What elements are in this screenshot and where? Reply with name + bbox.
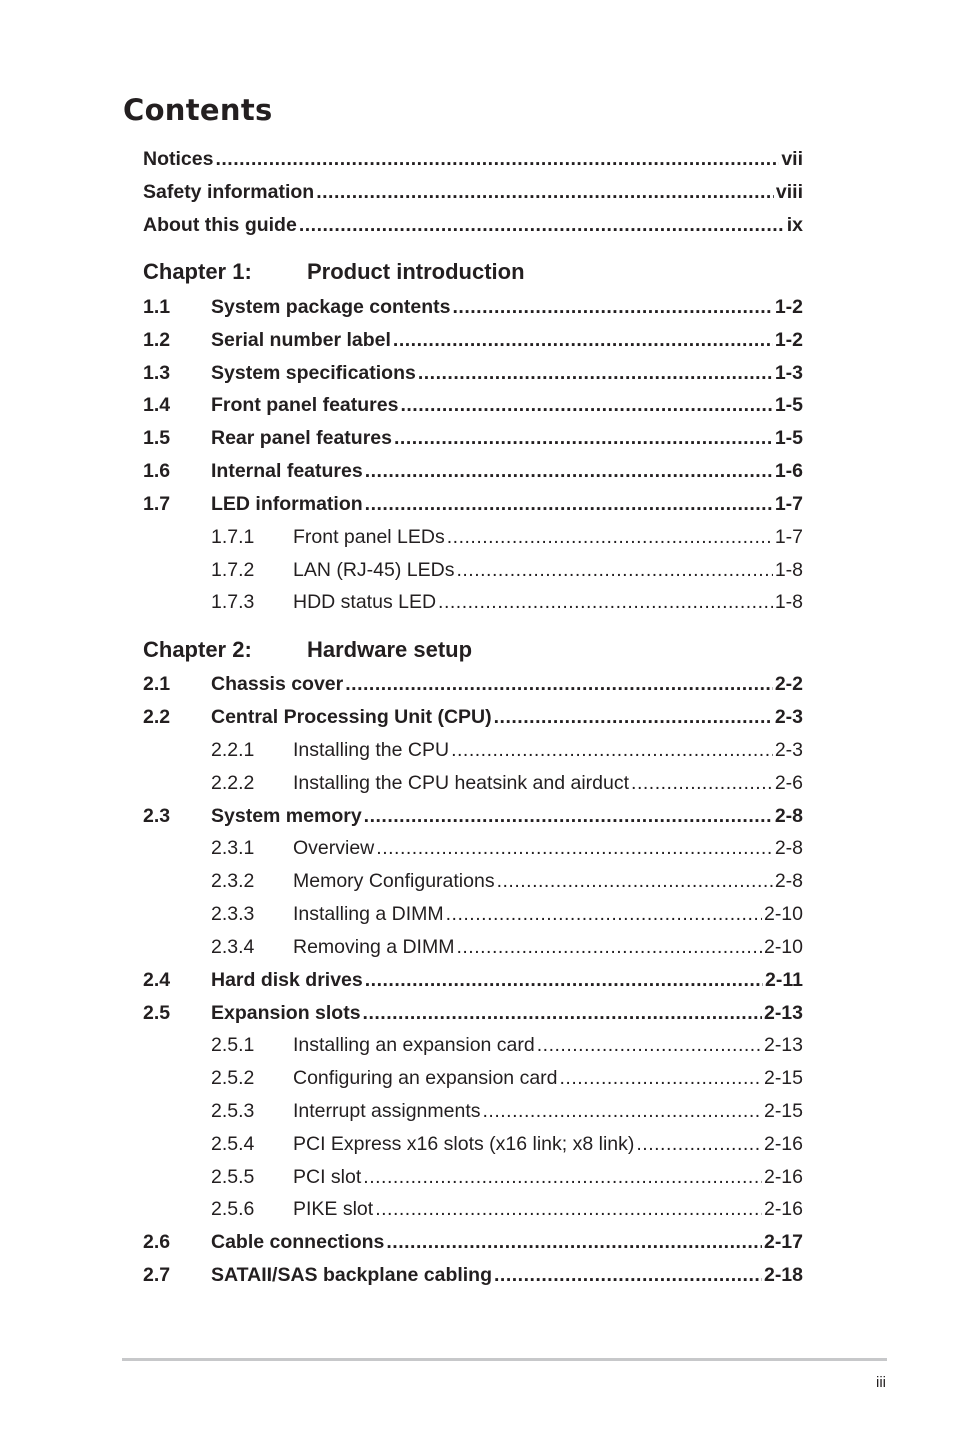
- toc-entry[interactable]: [143, 968, 803, 992]
- dot-leader: [365, 459, 773, 483]
- dot-leader: [636, 1132, 762, 1156]
- toc-entry-label: Memory Configurations: [293, 870, 495, 892]
- toc-entry-page: 2-11: [765, 969, 803, 991]
- toc-entry-label: Notices: [143, 148, 214, 170]
- toc-entry-page: viii: [775, 181, 803, 203]
- dot-leader: [451, 738, 773, 762]
- toc-entry-label: Removing a DIMM: [293, 936, 455, 958]
- toc-subentry[interactable]: [211, 525, 803, 549]
- toc-entry-number: 2.5.6: [211, 1198, 255, 1220]
- toc-entry-page: 1-2: [774, 296, 803, 318]
- toc-entry-number: 2.4: [143, 969, 171, 991]
- toc-entry-number: 1.3: [143, 362, 171, 384]
- toc-entry-number: 2.3.1: [211, 837, 255, 859]
- toc-entry-label: Cable connections: [211, 1231, 385, 1253]
- toc-entry-label: System package contents: [211, 296, 451, 318]
- dot-leader: [394, 426, 773, 450]
- toc-entry-label: Installing an expansion card: [293, 1034, 535, 1056]
- toc-entry[interactable]: [143, 393, 803, 417]
- toc-subentry[interactable]: [211, 935, 803, 959]
- toc-entry-number: 2.5.1: [211, 1034, 255, 1056]
- toc-entry-number: 2.2.1: [211, 739, 255, 761]
- toc-entry-number: 2.2.2: [211, 772, 255, 794]
- toc-entry-page: 2-17: [763, 1231, 803, 1253]
- toc-entry[interactable]: [143, 804, 803, 828]
- dot-leader: [447, 525, 773, 549]
- dot-leader: [438, 590, 773, 614]
- toc-entry-page: 2-13: [763, 1002, 803, 1024]
- toc-entry-label: Chassis cover: [211, 673, 344, 695]
- toc-entry-label: Internal features: [211, 460, 363, 482]
- toc-entry-page: 1-2: [774, 329, 803, 351]
- toc-entry-number: 2.5.2: [211, 1067, 255, 1089]
- page-title: Contents: [123, 93, 273, 127]
- dot-leader: [375, 1197, 762, 1221]
- dot-leader: [453, 295, 773, 319]
- toc-entry-page: 1-6: [774, 460, 803, 482]
- toc-entry-label: Installing the CPU heatsink and airduct: [293, 772, 630, 794]
- toc-entry-page: ix: [786, 214, 803, 236]
- dot-leader: [386, 1230, 762, 1254]
- chapter-heading-2[interactable]: [143, 637, 472, 663]
- toc-entry-page: 2-10: [763, 903, 803, 925]
- toc-subentry[interactable]: [211, 738, 803, 762]
- toc-entry-number: 2.3: [143, 805, 171, 827]
- toc-entry-label: System specifications: [211, 362, 416, 384]
- dot-leader: [215, 147, 779, 171]
- dot-leader: [400, 393, 772, 417]
- toc-entry-page: 2-8: [774, 837, 803, 859]
- toc-entry-page: 1-8: [774, 559, 803, 581]
- toc-entry-page: 2-8: [774, 805, 803, 827]
- toc-entry-label: About this guide: [143, 214, 297, 236]
- toc-entry-page: 2-6: [774, 772, 803, 794]
- dot-leader: [560, 1066, 762, 1090]
- toc-entry-label: System memory: [211, 805, 362, 827]
- toc-subentry[interactable]: [211, 1099, 803, 1123]
- toc-entry-number: 1.7.3: [211, 591, 255, 613]
- toc-entry[interactable]: [143, 1001, 803, 1025]
- toc-entry-label: Interrupt assignments: [293, 1100, 481, 1122]
- toc-entry-label: Hard disk drives: [211, 969, 363, 991]
- dot-leader: [497, 869, 773, 893]
- dot-leader: [446, 902, 762, 926]
- toc-entry-label: HDD status LED: [293, 591, 437, 613]
- chapter-label: Chapter 1:: [143, 259, 252, 284]
- toc-entry-number: 2.3.4: [211, 936, 255, 958]
- dot-leader: [364, 804, 773, 828]
- toc-subentry[interactable]: [211, 869, 803, 893]
- toc-entry-label: Overview: [293, 837, 375, 859]
- toc-entry[interactable]: [143, 361, 803, 385]
- toc-entry-page: 2-18: [763, 1264, 803, 1286]
- toc-entry-number: 1.2: [143, 329, 171, 351]
- toc-entry-page: 2-13: [763, 1034, 803, 1056]
- toc-entry-page: 2-10: [763, 936, 803, 958]
- toc-entry[interactable]: [143, 426, 803, 450]
- dot-leader: [316, 180, 774, 204]
- toc-entry-label: Rear panel features: [211, 427, 392, 449]
- toc-entry[interactable]: [143, 328, 803, 352]
- toc-subentry[interactable]: [211, 1066, 803, 1090]
- toc-entry-number: 1.7: [143, 493, 171, 515]
- toc-entry[interactable]: [143, 1263, 803, 1287]
- toc-entry-page: 2-2: [774, 673, 803, 695]
- chapter-title: Hardware setup: [307, 637, 473, 662]
- chapter-title: Product introduction: [307, 259, 525, 284]
- dot-leader: [418, 361, 773, 385]
- toc-entry-page: vii: [781, 148, 803, 170]
- dot-leader: [456, 935, 762, 959]
- toc-entry-page: 1-7: [774, 526, 803, 548]
- toc-entry-about-this-guide[interactable]: [143, 213, 803, 237]
- dot-leader: [376, 836, 773, 860]
- toc-entry-page: 1-7: [774, 493, 803, 515]
- toc-entry-number: 2.3.3: [211, 903, 255, 925]
- dot-leader: [365, 968, 763, 992]
- toc-entry-number: 2.5.4: [211, 1133, 255, 1155]
- toc-entry-page: 2-16: [763, 1166, 803, 1188]
- toc-entry-label: Serial number label: [211, 329, 391, 351]
- toc-entry-number: 1.1: [143, 296, 171, 318]
- dot-leader: [363, 1001, 762, 1025]
- toc-entry[interactable]: [143, 459, 803, 483]
- dot-leader: [393, 328, 773, 352]
- toc-entry-notices[interactable]: [143, 147, 803, 171]
- toc-subentry[interactable]: [211, 836, 803, 860]
- toc-entry-number: 1.4: [143, 394, 171, 416]
- toc-entry-page: 1-8: [774, 591, 803, 613]
- toc-subentry[interactable]: [211, 1197, 803, 1221]
- toc-entry[interactable]: [143, 705, 803, 729]
- toc-entry-page: 2-16: [763, 1198, 803, 1220]
- toc-entry-number: 2.5: [143, 1002, 171, 1024]
- toc-entry-number: 2.5.5: [211, 1166, 255, 1188]
- toc-entry-label: Front panel LEDs: [293, 526, 445, 548]
- chapter-label: Chapter 2:: [143, 637, 252, 662]
- toc-entry-label: LAN (RJ-45) LEDs: [293, 559, 455, 581]
- toc-subentry[interactable]: [211, 590, 803, 614]
- dot-leader: [537, 1033, 762, 1057]
- dot-leader: [365, 492, 773, 516]
- toc-entry-page: 2-8: [774, 870, 803, 892]
- dot-leader: [345, 672, 773, 696]
- toc-entry[interactable]: [143, 1230, 803, 1254]
- toc-entry-page: 2-15: [763, 1100, 803, 1122]
- dot-leader: [456, 558, 772, 582]
- dot-leader: [494, 1263, 762, 1287]
- toc-entry-number: 1.5: [143, 427, 171, 449]
- toc-entry-number: 1.6: [143, 460, 171, 482]
- toc-entry-label: Central Processing Unit (CPU): [211, 706, 492, 728]
- toc-subentry[interactable]: [211, 558, 803, 582]
- dot-leader: [363, 1165, 762, 1189]
- toc-entry-page: 2-16: [763, 1133, 803, 1155]
- toc-entry[interactable]: [143, 295, 803, 319]
- toc-subentry[interactable]: [211, 771, 803, 795]
- toc-subentry[interactable]: [211, 902, 803, 926]
- dot-leader: [494, 705, 773, 729]
- toc-entry-page: 2-3: [774, 739, 803, 761]
- toc-entry-label: PIKE slot: [293, 1198, 374, 1220]
- toc-entry-label: Safety information: [143, 181, 315, 203]
- chapter-heading-1[interactable]: [143, 259, 525, 285]
- toc-entry-number: 1.7.1: [211, 526, 255, 548]
- toc-entry-safety-information[interactable]: [143, 180, 803, 204]
- toc-entry-number: 2.6: [143, 1231, 171, 1253]
- toc-entry-page: 2-3: [774, 706, 803, 728]
- toc-subentry[interactable]: [211, 1165, 803, 1189]
- toc-entry-label: Installing a DIMM: [293, 903, 444, 925]
- dot-leader: [483, 1099, 762, 1123]
- dot-leader: [631, 771, 773, 795]
- toc-entry-page: 1-5: [774, 427, 803, 449]
- toc-entry-label: Expansion slots: [211, 1002, 361, 1024]
- toc-entry-label: PCI slot: [293, 1166, 362, 1188]
- toc-entry[interactable]: [143, 672, 803, 696]
- toc-entry-label: Installing the CPU: [293, 739, 450, 761]
- toc-subentry[interactable]: [211, 1033, 803, 1057]
- toc-entry-label: LED information: [211, 493, 363, 515]
- toc-subentry[interactable]: [211, 1132, 803, 1156]
- toc-entry-number: 1.7.2: [211, 559, 255, 581]
- page-number: iii: [876, 1374, 886, 1391]
- toc-entry-number: 2.1: [143, 673, 171, 695]
- toc-entry-page: 2-15: [763, 1067, 803, 1089]
- toc-entry-label: Configuring an expansion card: [293, 1067, 558, 1089]
- toc-entry-label: Front panel features: [211, 394, 399, 416]
- toc-entry-number: 2.3.2: [211, 870, 255, 892]
- dot-leader: [299, 213, 785, 237]
- toc-entry-label: PCI Express x16 slots (x16 link; x8 link): [293, 1133, 635, 1155]
- toc-entry-number: 2.2: [143, 706, 171, 728]
- toc-entry-page: 1-5: [774, 394, 803, 416]
- toc-entry-page: 1-3: [774, 362, 803, 384]
- toc-entry-number: 2.5.3: [211, 1100, 255, 1122]
- toc-entry-label: SATAII/SAS backplane cabling: [211, 1264, 493, 1286]
- toc-entry[interactable]: [143, 492, 803, 516]
- footer-rule: [122, 1358, 887, 1361]
- toc-entry-number: 2.7: [143, 1264, 171, 1286]
